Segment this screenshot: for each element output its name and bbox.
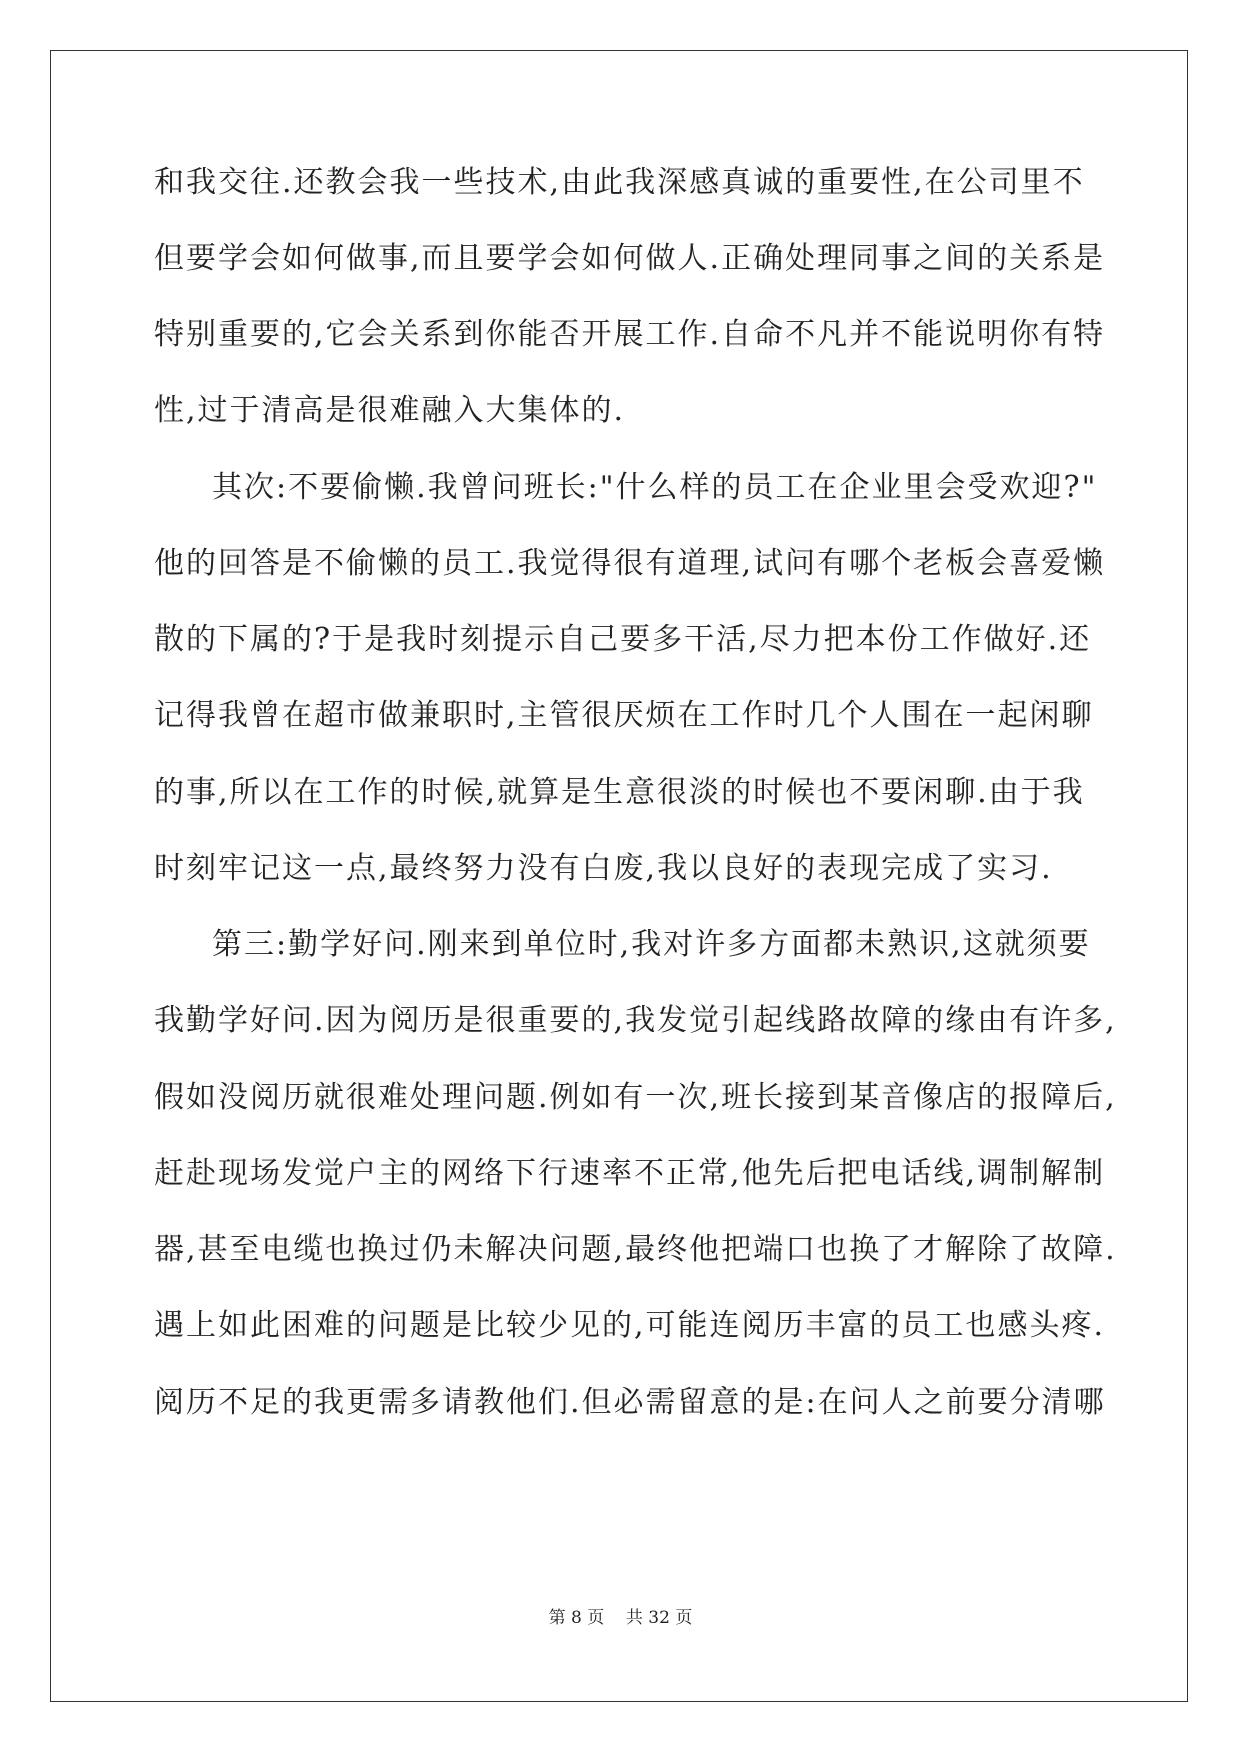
- text-line: 器,甚至电缆也换过仍未解决问题,最终他把端口也换了才解除了故障.: [154, 1232, 1117, 1267]
- text-line: 我勤学好问.因为阅历是很重要的,我发觉引起线路故障的缘由有许多,: [154, 1003, 1117, 1038]
- paragraph-first-line: 第三:勤学好问.刚来到单位时,我对许多方面都未熟识,这就须要: [212, 927, 1091, 962]
- page-number-footer: 第 8 页 共 32 页: [548, 1608, 693, 1628]
- text-line: 他的回答是不偷懒的员工.我觉得很有道理,试问有哪个老板会喜爱懒: [154, 546, 1106, 581]
- text-line: 假如没阅历就很难处理问题.例如有一次,班长接到某音像店的报障后,: [154, 1080, 1117, 1115]
- text-line: 时刻牢记这一点,最终努力没有白废,我以良好的表现完成了实习.: [154, 851, 1053, 886]
- paragraph-first-line: 其次:不要偷懒.我曾问班长:"什么样的员工在企业里会受欢迎?": [212, 470, 1098, 505]
- text-line: 和我交往.还教会我一些技术,由此我深感真诚的重要性,在公司里不: [154, 165, 1085, 200]
- text-line: 的事,所以在工作的时候,就算是生意很淡的时候也不要闲聊.由于我: [154, 775, 1085, 810]
- text-line: 性,过于清高是很难融入大集体的.: [154, 393, 626, 428]
- text-line: 阅历不足的我更需多请教他们.但必需留意的是:在问人之前要分清哪: [154, 1385, 1106, 1420]
- text-line: 散的下属的?于是我时刻提示自己要多干活,尽力把本份工作做好.还: [154, 622, 1092, 657]
- text-line: 特别重要的,它会关系到你能否开展工作.自命不凡并不能说明你有特: [154, 317, 1106, 352]
- text-line: 遇上如此困难的问题是比较少见的,可能连阅历丰富的员工也感头疼.: [154, 1308, 1106, 1343]
- text-line: 但要学会如何做事,而且要学会如何做人.正确处理同事之间的关系是: [154, 241, 1106, 276]
- text-line: 记得我曾在超市做兼职时,主管很厌烦在工作时几个人围在一起闲聊: [154, 698, 1094, 733]
- text-line: 赶赴现场发觉户主的网络下行速率不正常,他先后把电话线,调制解制: [154, 1156, 1106, 1191]
